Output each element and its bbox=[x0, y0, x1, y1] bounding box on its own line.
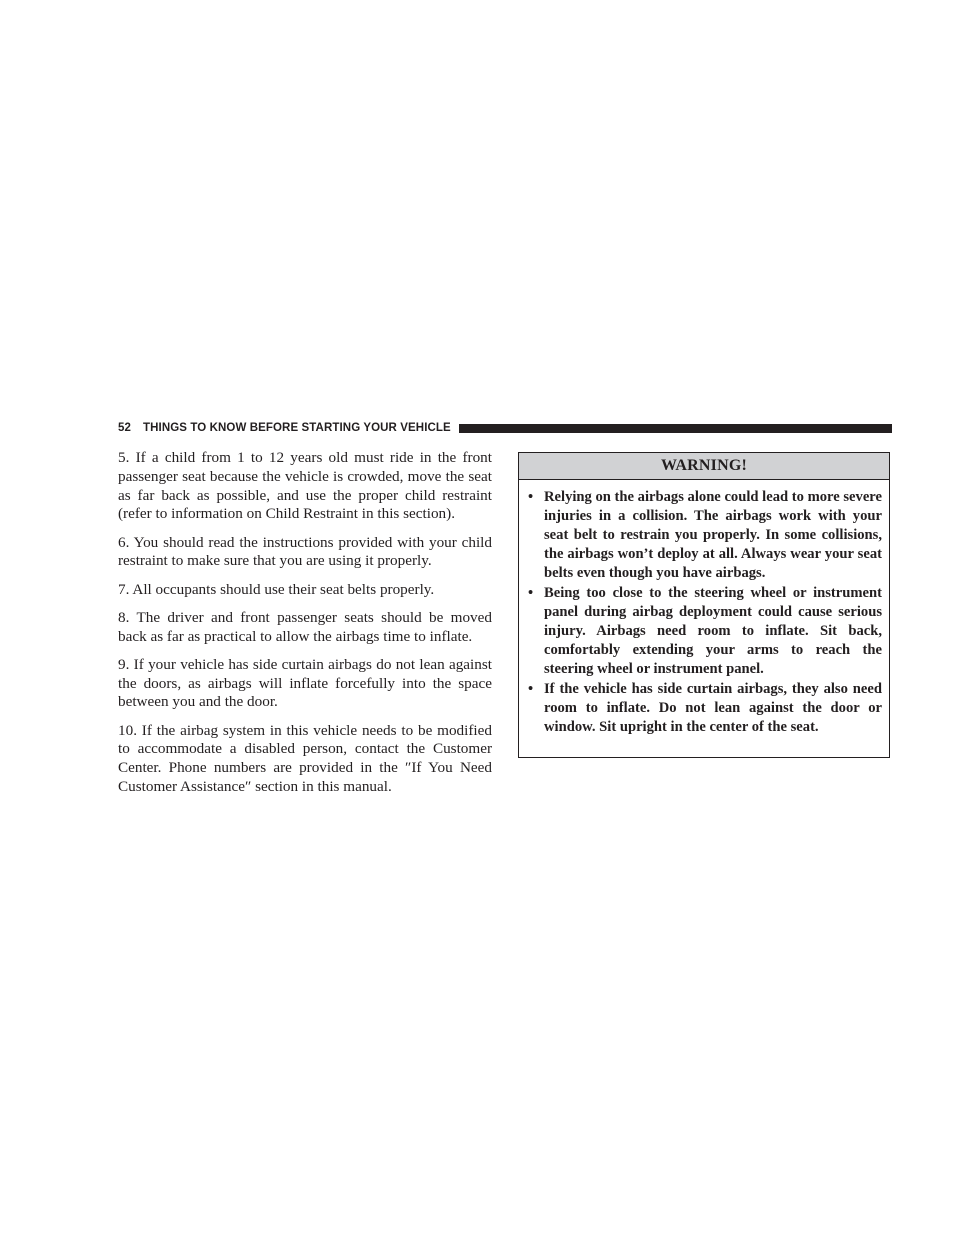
warning-box bbox=[518, 452, 890, 758]
paragraph-item-8: 8. The driver and front passenger seats should be moved back as far as practical to allow the airbags time to inflate. bbox=[118, 608, 492, 645]
warning-item bbox=[528, 680, 882, 737]
page-number: 52 bbox=[118, 422, 131, 434]
paragraph-item-6: 6. You should read the instructions provided with your child restraint to make sure that you are using it properly. bbox=[118, 533, 492, 570]
warning-item-text: If the vehicle has side curtain airbags, they also need room to inflate. Do not lean against the door or window. Sit upright in the center of the seat. bbox=[544, 681, 882, 735]
bullet-icon: • bbox=[528, 681, 534, 697]
header-rule bbox=[459, 424, 892, 433]
warning-item bbox=[528, 584, 882, 679]
bullet-icon: • bbox=[528, 489, 534, 505]
warning-item-text: Relying on the airbags alone could lead to more severe injuries in a collision. The airbags work with your seat belt to restrain you properly. In some collisions, the airbags won’t deploy at all. Always wear your seat belts even though you have airbags. bbox=[544, 489, 882, 581]
warning-item-text: Being too close to the steering wheel or instrument panel during airbag deployment could cause serious injury. Airbags need room to inflate. Sit back, comfortably extending your arms to reach the steering wheel or instrument panel. bbox=[544, 585, 882, 677]
paragraph-item-10: 10. If the airbag system in this vehicle needs to be modified to accommodate a disabled person, contact the Customer Center. Phone numbers are provided in the ″If You Need Customer Assistance″ section in this manual. bbox=[118, 721, 492, 795]
running-header bbox=[118, 419, 892, 437]
warning-title: WARNING! bbox=[519, 453, 889, 480]
paragraph-item-7: 7. All occupants should use their seat belts properly. bbox=[118, 580, 435, 598]
warning-item bbox=[528, 488, 882, 583]
paragraph-item-9: 9. If your vehicle has side curtain airbags do not lean against the doors, as airbags will inflate forcefully into the space between you and the door. bbox=[118, 655, 492, 711]
warning-list bbox=[519, 480, 889, 737]
bullet-icon: • bbox=[528, 585, 534, 601]
left-column bbox=[118, 449, 492, 806]
section-title: THINGS TO KNOW BEFORE STARTING YOUR VEHICLE bbox=[143, 422, 451, 434]
paragraph-item-5: 5. If a child from 1 to 12 years old must ride in the front passenger seat because the vehicle is crowded, move the seat as far back as possible, and use the proper child restraint (refer to information on Child Restraint in this section). bbox=[118, 449, 492, 523]
